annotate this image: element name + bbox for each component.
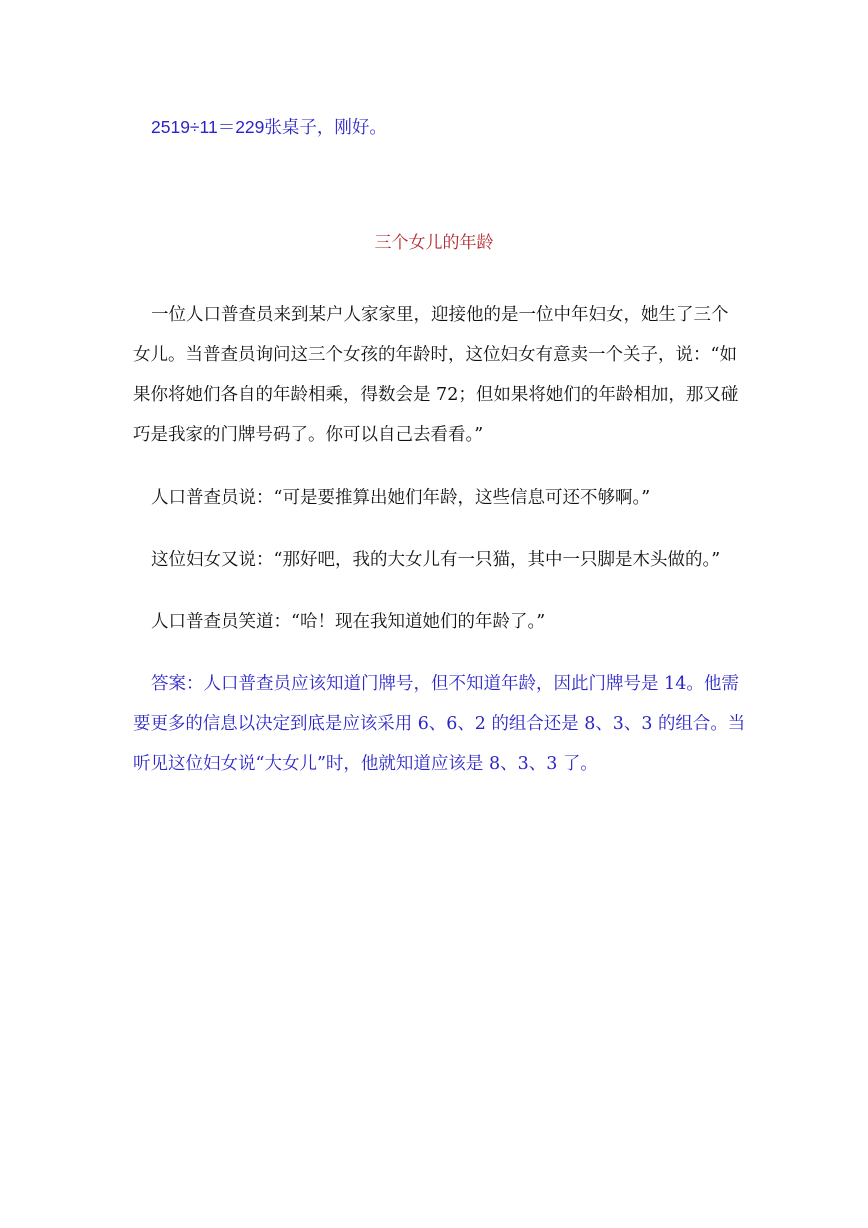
answer-line-2: 要更多的信息以决定到底是应该采用 6、6、2 的组合还是 8、3、3 的组合。当 xyxy=(133,714,746,734)
section-title: 三个女儿的年龄 xyxy=(374,233,494,253)
previous-answer-line xyxy=(151,115,387,140)
story-paragraph-1-line-1: 一位人口普查员来到某户人家家里，迎接他的是一位中年妇女，她生了三个 xyxy=(151,305,729,325)
answer-line-3: 听见这位妇女说“大女儿”时，他就知道应该是 8、3、3 了。 xyxy=(133,754,598,774)
story-paragraph-3: 这位妇女又说：“那好吧，我的大女儿有一只猫，其中一只脚是木头做的。” xyxy=(151,550,721,570)
story-paragraph-4: 人口普查员笑道：“哈！现在我知道她们的年龄了。” xyxy=(151,612,546,632)
story-paragraph-1-line-4: 巧是我家的门牌号码了。你可以自己去看看。” xyxy=(133,425,484,445)
story-paragraph-1-line-2: 女儿。当普查员询问这三个女孩的年龄时，这位妇女有意卖一个关子，说：“如 xyxy=(133,345,737,365)
previous-answer-expression: 2519÷11＝229 xyxy=(151,117,265,137)
story-paragraph-2: 人口普查员说：“可是要推算出她们年龄，这些信息可还不够啊。” xyxy=(151,488,651,508)
answer-line-1: 答案：人口普查员应该知道门牌号，但不知道年龄，因此门牌号是 14。他需 xyxy=(151,674,739,694)
previous-answer-text: 张桌子，刚好。 xyxy=(264,118,387,138)
story-paragraph-1-line-3: 果你将她们各自的年龄相乘，得数会是 72；但如果将她们的年龄相加，那又碰 xyxy=(133,385,739,405)
